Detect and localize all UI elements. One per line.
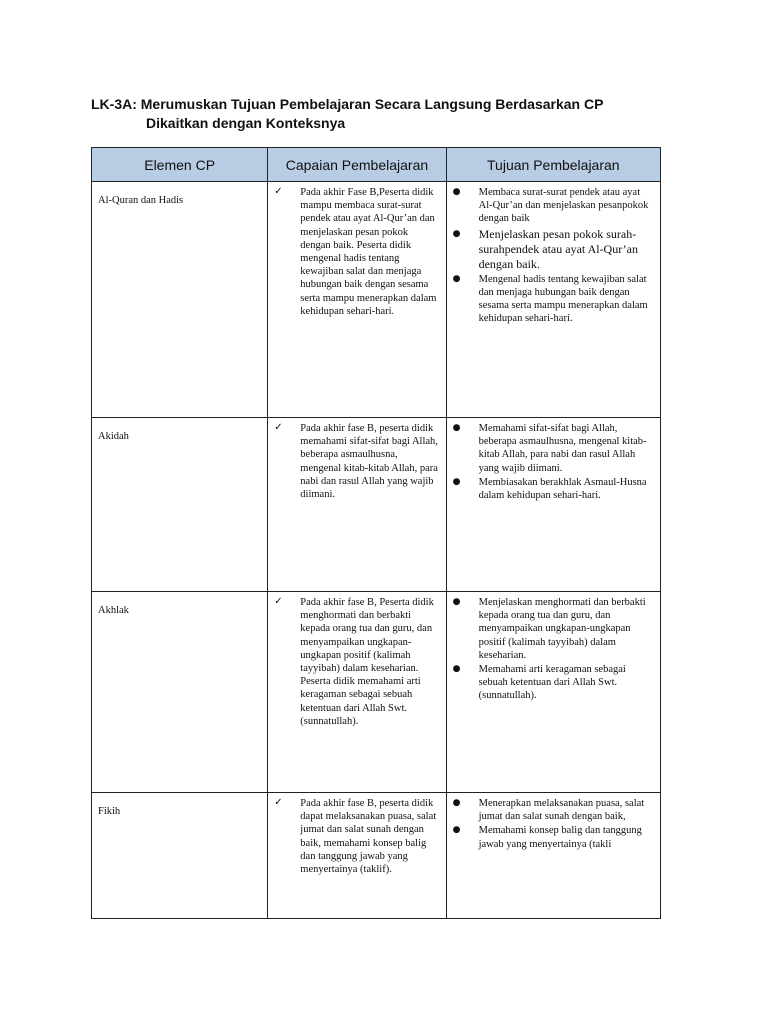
tujuan-item: ● Menerapkan melaksanakan puasa, salat jumat dan salat sunah dengan baik, [479,797,654,823]
table-row [92,592,661,793]
capaian-cell [268,182,446,418]
tujuan-item: ● Membiasakan berakhlak Asmaul-Husna dalam kehidupan sehari-hari. [479,476,654,502]
tujuan-cell [446,418,660,592]
elemen-cell [92,182,268,418]
check-mark-icon: ✓ [274,422,283,433]
elemen-label: Fikih [98,806,121,817]
capaian-cell [268,793,446,919]
check-mark-icon: ✓ [274,186,283,197]
table-row [92,793,661,919]
tujuan-item: ● Mengenal hadis tentang kewajiban salat dan menjaga hubungan baik dengan sesama serta mampu menerapkan dalam kehidupan sehari-hari. [479,273,654,326]
table-row [92,182,661,418]
capaian-text: Pada akhir fase B, peserta didik dapat melaksanakan puasa, salat jumat dan salat sunah dengan baik, memahami konsep balig dan tanggung jawab yang menyertainya (taklif). [300,798,437,876]
tujuan-item: ● Membaca surat-surat pendek atau ayat Al-Qur’an dan menjelaskan pesanpokok dengan baik [479,186,654,226]
elemen-cell [92,793,268,919]
capaian-text: Pada akhir fase B, peserta didik memahami sifat-sifat bagi Allah, beberapa asmaulhusna, mengenal kitab-kitab Allah, para nabi dan rasul Allah yang wajib diimani. [300,423,438,501]
capaian-cell [268,592,446,793]
header-tujuan: Tujuan Pembelajaran [446,148,660,182]
elemen-label: Al-Quran dan Hadis [98,195,184,206]
table-row [92,418,661,592]
tujuan-item: ● Menjelaskan pesan pokok surah-surahpendek atau ayat Al-Qur’an dengan baik. [479,227,654,272]
page-title [91,95,731,133]
header-capaian: Capaian Pembelajaran [268,148,446,182]
title-line-1: LK-3A: Merumuskan Tujuan Pembelajaran Secara Langsung Berdasarkan CP [91,96,604,112]
header-elemen-cp: Elemen CP [92,148,268,182]
elemen-cell [92,418,268,592]
table-header-row [92,148,661,182]
capaian-text: Pada akhir fase B, Peserta didik menghormati dan berbakti kepada orang tua dan guru, dan menyampaikan ungkapan-ungkapan positif (kalimah tayyibah) dalam keseharian. Peserta didik memahami arti keragaman sebagai sebuah ketentuan dari Allah Swt. (sunnatullah). [300,597,434,727]
cp-table [91,147,661,919]
tujuan-item: ● Memahami sifat-sifat bagi Allah, beberapa asmaulhusna, mengenal kitab-kitab Allah, para nabi dan rasul Allah yang wajib diimani. [479,422,654,475]
tujuan-item: ● Memahami arti keragaman sebagai sebuah ketentuan dari Allah Swt. (sunnatullah). [479,663,654,703]
check-mark-icon: ✓ [274,596,283,607]
tujuan-cell [446,182,660,418]
tujuan-item: ● Menjelaskan menghormati dan berbakti kepada orang tua dan guru, dan menyampaikan ungkapan-ungkapan positif (kalimah tayyibah) dalam keseharian. [479,596,654,662]
tujuan-item: ● Memahami konsep balig dan tanggung jawab yang menyertainya (takli [479,824,654,850]
tujuan-cell [446,793,660,919]
capaian-text: Pada akhir Fase B,Peserta didik mampu membaca surat-surat pendek atau ayat Al-Qur’an dan menjelaskan pesan pokok dengan baik. Peserta didik mengenal hadis tentang kewajiban salat dan menjaga hubungan baik dengan sesama serta mampu menerapkan dalam kehidupan sehari-hari. [300,187,437,317]
elemen-label: Akidah [98,431,129,442]
elemen-cell [92,592,268,793]
title-line-2: Dikaitkan dengan Konteksnya [146,115,346,131]
elemen-label: Akhlak [98,605,129,616]
tujuan-cell [446,592,660,793]
capaian-cell [268,418,446,592]
check-mark-icon: ✓ [274,797,283,808]
